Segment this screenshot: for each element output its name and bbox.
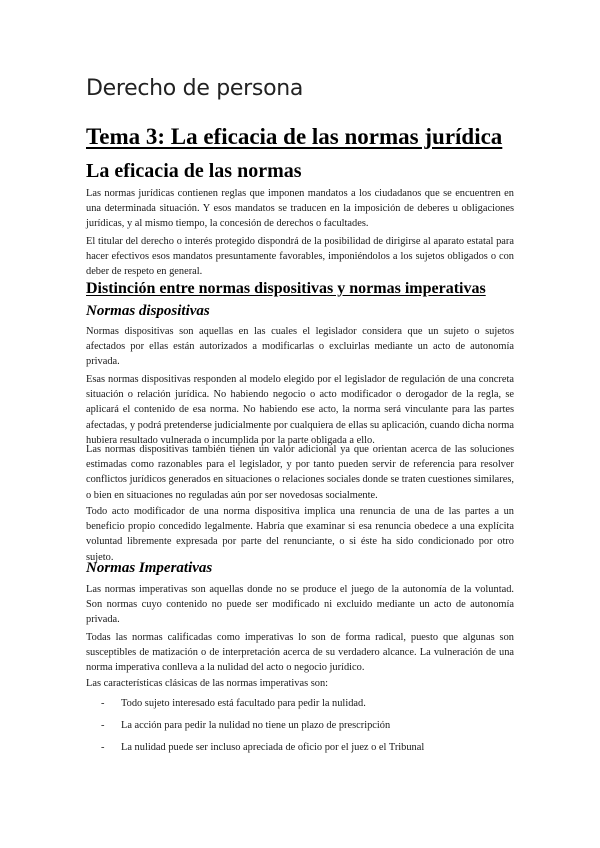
topic-title: Tema 3: La eficacia de las normas jurídica	[86, 124, 503, 149]
document-header: Derecho de persona	[86, 76, 304, 101]
intro-paragraph-1: Las normas jurídicas contienen reglas que imponen mandatos a los ciudadanos que se encuentren en una determinada situación. Y esos mandatos se traducen en la imposición de deberes u obligaciones jurídicas, y al mismo tiempo, la concesión de derechos o facultades.	[86, 188, 514, 230]
list-dash: -	[101, 742, 105, 753]
imperativas-title: Normas Imperativas	[86, 560, 213, 576]
imperativas-paragraph-1: Las normas imperativas son aquellas donde no se produce el juego de la autonomía de la voluntad. Son normas cuyo contenido no puede ser modificado ni excluido mediante un acto de autonomía privada.	[86, 584, 514, 626]
dispositivas-paragraph-1: Normas dispositivas son aquellas en las cuales el legislador considera que un sujeto o sujetos afectados por ellas están autorizados a modificarlas o excluirlas mediante un acto de autonomía privada.	[86, 326, 514, 368]
list-item-text: La nulidad puede ser incluso apreciada de oficio por el juez o el Tribunal	[121, 742, 425, 753]
list-item-text: La acción para pedir la nulidad no tiene un plazo de prescripción	[121, 720, 391, 731]
intro-paragraph-2: El titular del derecho o interés protegido dispondrá de la posibilidad de dirigirse al aparato estatal para hacer efectivos esos mandatos presuntamente favorables, imponiéndolos a los sujetos obligados o con deber de respeto en general.	[86, 236, 514, 278]
imperativas-paragraph-2: Todas las normas calificadas como imperativas lo son de forma radical, puesto que algunas son susceptibles de matización o de interpretación acerca de su verdadero alcance. La vulneración de una norma imperativa conlleva a la nulidad del acto o negocio jurídico.	[86, 632, 514, 674]
dispositivas-paragraph-2: Esas normas dispositivas responden al modelo elegido por el legislador de regulación de una concreta situación o relación jurídica. No habiendo negocio o acto modificador o derogador de la regla, se aplicará el contenido de esa norma. No habiendo ese acto, la norma será vinculante para las partes afectadas, y podrá pretenderse judicialmente por cualquiera de ellas su aplicación, cuando dicha norma hubiera resultado vulnerada o incumplida por la parte obligada a ello.	[86, 374, 514, 446]
list-item	[86, 696, 514, 718]
section-title: La eficacia de las normas	[86, 160, 302, 182]
imperativas-paragraph-3: Las características clásicas de las normas imperativas son:	[86, 678, 329, 689]
list-dash: -	[101, 720, 105, 731]
list-item-text: Todo sujeto interesado está facultado para pedir la nulidad.	[121, 698, 366, 709]
dispositivas-paragraph-3: Las normas dispositivas también tienen un valor adicional ya que orientan acerca de las soluciones estimadas como razonables para el legislador, y por tanto pueden servir de referencia para resolver conflictos jurídicos generados en situaciones o relaciones sociales donde se traten cuestiones similares, o bien en situaciones no reguladas aún por ser novedosas socialmente.	[86, 444, 514, 501]
list-item	[86, 718, 514, 740]
characteristics-list	[86, 696, 514, 762]
dispositivas-paragraph-4: Todo acto modificador de una norma dispositiva implica una renuncia de una de las partes a un beneficio propio concedido legalmente. Habría que examinar si esa renuncia obedece a una explícita voluntad libremente expresada por parte del renunciante, o si éste ha sido condicionado por otro sujeto.	[86, 506, 514, 563]
distinction-title: Distinción entre normas dispositivas y normas imperativas	[86, 280, 486, 297]
list-item	[86, 740, 514, 762]
dispositivas-title: Normas dispositivas	[86, 303, 210, 319]
list-dash: -	[101, 698, 105, 709]
